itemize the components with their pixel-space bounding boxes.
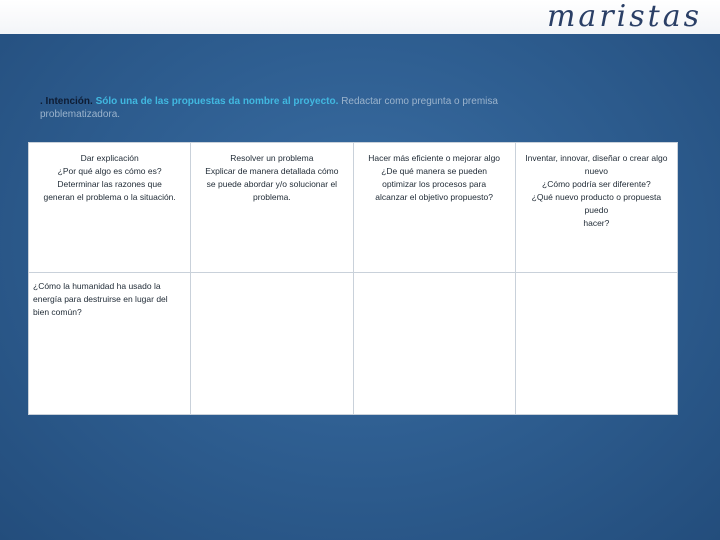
- intro-rest: Redactar como pregunta o premisa problematizadora.: [40, 96, 498, 120]
- cell-line: ¿Qué nuevo producto o propuesta puedo: [531, 192, 662, 215]
- table-row: [29, 143, 678, 273]
- table-row: [29, 273, 678, 415]
- cell-line: optimizar los procesos para: [382, 179, 487, 189]
- cell-line: se puede abordar y/o solucionar el: [206, 179, 338, 189]
- cell-line: ¿Cómo la humanidad ha usado la: [33, 281, 161, 291]
- intro-lead: . Intención.: [40, 96, 93, 107]
- proposal-table: [28, 142, 678, 415]
- cell-line: Explicar de manera detallada cómo: [205, 166, 339, 176]
- cell-line: energía para destruirse en lugar del: [33, 294, 168, 304]
- cell-line: alcanzar el objetivo propuesto?: [375, 192, 493, 202]
- cell-line: problema.: [252, 192, 291, 202]
- cell-line: hacer?: [583, 218, 610, 228]
- intro-highlight: Sólo una de las propuestas da nombre al proyecto.: [95, 96, 339, 107]
- cell-line: Inventar, innovar, diseñar o crear algo: [525, 153, 668, 163]
- cell-line: ¿Cómo podría ser diferente?: [542, 179, 651, 189]
- header-bar: [0, 0, 720, 34]
- empty-cell: [353, 273, 515, 415]
- empty-cell: [191, 273, 353, 415]
- cell-line: Hacer más eficiente o mejorar algo: [368, 153, 501, 163]
- cell-line: ¿De qué manera se pueden: [381, 166, 488, 176]
- empty-cell: [515, 273, 677, 415]
- cell-line: Determinar las razones que: [57, 179, 162, 189]
- maristas-logo: maristas: [546, 0, 702, 34]
- cell-line: Resolver un problema: [230, 153, 314, 163]
- cell-line: nuevo: [584, 166, 608, 176]
- cell-line: bien común?: [33, 307, 82, 317]
- cell-line: Dar explicación: [80, 153, 139, 163]
- cell-project-question: [29, 273, 191, 415]
- cell-hacer-eficiente: [353, 143, 515, 273]
- intro-text: [40, 95, 580, 121]
- cell-line: ¿Por qué algo es cómo es?: [57, 166, 162, 176]
- cell-inventar-innovar: [515, 143, 677, 273]
- cell-resolver-problema: [191, 143, 353, 273]
- cell-line: generan el problema o la situación.: [43, 192, 176, 202]
- cell-dar-explicacion: [29, 143, 191, 273]
